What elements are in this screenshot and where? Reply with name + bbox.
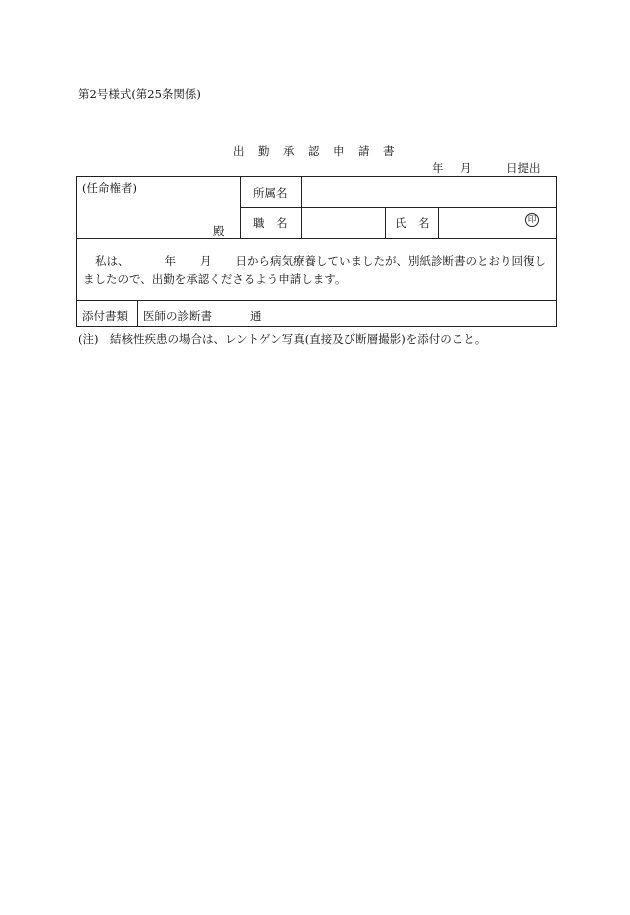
form-number: 第2号様式(第25条関係) <box>78 87 201 101</box>
attachment-item: 医師の診断書 <box>143 309 212 323</box>
date-submitted-label: 日提出 <box>506 161 541 175</box>
divider-line <box>137 300 138 327</box>
divider-line <box>240 177 241 238</box>
position-label: 職 名 <box>253 216 288 230</box>
copies-unit: 通 <box>250 309 262 323</box>
statement-month: 月 <box>200 254 212 268</box>
position-field[interactable] <box>303 209 384 237</box>
statement-text: 私は、 <box>95 254 130 268</box>
divider-line <box>77 300 556 301</box>
statement-year: 年 <box>164 254 176 268</box>
form-title: 出勤承認申請書 <box>233 144 408 158</box>
divider-line <box>385 207 386 238</box>
application-form-table <box>76 176 557 327</box>
application-statement <box>83 252 553 288</box>
department-label: 所属名 <box>253 186 288 200</box>
divider-line <box>438 207 439 238</box>
statement-body: 日から病気療養していましたが、別紙診断書のとおり回復しましたので、出勤を承認くださるよう申請します。 <box>83 254 546 286</box>
name-label: 氏 名 <box>395 216 430 230</box>
date-month-label: 月 <box>460 161 472 175</box>
honorific-label: 殿 <box>213 224 225 238</box>
name-field[interactable] <box>440 209 520 237</box>
appointing-authority-label: (任命権者) <box>82 181 137 195</box>
seal-mark-icon: 印 <box>525 213 539 227</box>
department-field[interactable] <box>303 178 555 206</box>
submission-date-line <box>432 160 541 176</box>
footnote: (注) 結核性疾患の場合は、レントゲン写真(直接及び断層撮影)を添付のこと。 <box>78 332 487 346</box>
divider-line <box>301 177 302 238</box>
divider-line <box>77 238 556 239</box>
attachments-label: 添付書類 <box>82 309 128 323</box>
date-year-label: 年 <box>432 161 444 175</box>
divider-line <box>240 207 557 208</box>
